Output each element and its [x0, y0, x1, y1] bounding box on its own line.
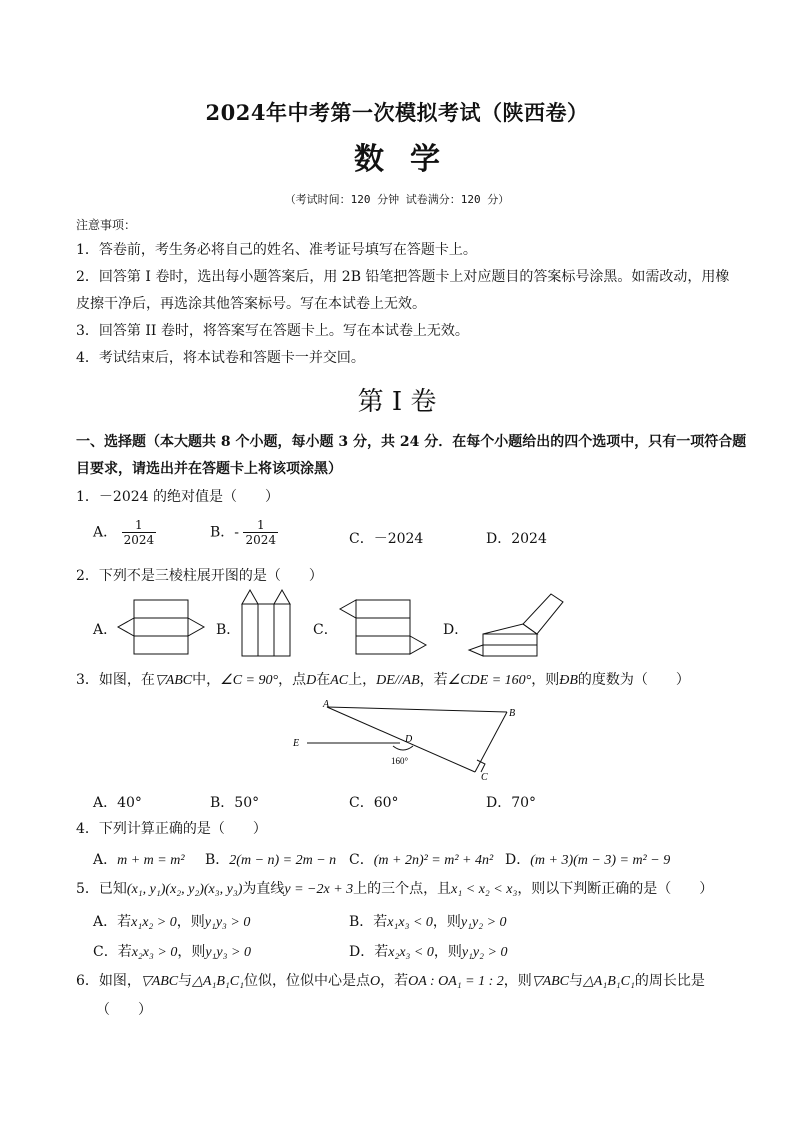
q5-c-mid: ，则 — [177, 944, 206, 960]
q3-text-1: 3．如图，在 — [76, 672, 155, 688]
q6-text-1: 6．如图， — [76, 973, 141, 989]
q4-option-d — [505, 849, 670, 869]
q3-text-3: ，点 — [278, 672, 307, 688]
q1-b-num: 1 — [243, 518, 278, 533]
q4-a-label: A． — [93, 852, 118, 868]
q6-text-7: 的周长比是 — [634, 973, 705, 989]
section-1-line-1 — [76, 433, 746, 451]
q5-option-b — [349, 911, 507, 931]
q5-b-label: B．若 — [349, 914, 388, 930]
q1-option-d: D．2024 — [486, 531, 547, 547]
q5-text-1: 5．已知 — [76, 881, 127, 897]
q4-a-expr: m + m = m² — [117, 853, 185, 868]
q5-d-res: y₁y₂ > 0 — [461, 945, 508, 960]
q5-stem — [76, 880, 713, 899]
q3-option-d: D．70° — [486, 795, 537, 811]
time-info: （考试时间：120 分钟 试卷满分：120 分） — [284, 193, 510, 206]
q3-text-8: 的度数为（ ） — [577, 672, 690, 688]
q4-option-c — [349, 849, 493, 869]
q3-text-5: 上， — [348, 672, 377, 688]
q1-stem: 1．－2024 的绝对值是（ ） — [76, 489, 279, 505]
q5-option-c — [93, 941, 251, 961]
q5-points: (x₁, y₁)(x₂, y₂)(x₃, y₃) — [126, 882, 243, 897]
q3-option-c: C．60° — [349, 795, 399, 811]
q1-a-label: A． — [93, 524, 118, 541]
q3-triangle: ▽ABC — [154, 673, 193, 688]
q5-c-cond: x₂x₃ > 0 — [131, 945, 178, 960]
q3-text-6: ，若 — [419, 672, 448, 688]
q5-a-res: y₁y₃ > 0 — [204, 915, 251, 930]
q3-cond-1: ∠C = 90° — [220, 673, 279, 688]
q3-label-d: D — [405, 734, 413, 745]
q4-b-expr: 2(m − n) = 2m − n — [229, 853, 337, 868]
q3-point-d: D — [306, 673, 317, 688]
q5-b-mid: ，则 — [432, 914, 461, 930]
q5-option-a — [93, 911, 250, 931]
note-4: 4．考试结束后，将本试卷和答题卡一并交回。 — [76, 350, 365, 366]
q5-text-2: 为直线 — [242, 881, 285, 897]
q5-a-mid: ，则 — [176, 914, 205, 930]
q4-d-label: D． — [505, 852, 531, 868]
q3-stem — [76, 671, 690, 690]
q4-option-b — [205, 849, 336, 869]
section-1-desc: 本大题共 8 个小题，每小题 3 分，共 24 分．在每个小题给出的四个选项中，只有一项符合题 — [160, 434, 747, 450]
q3-figure — [285, 696, 525, 786]
q2-option-d-label: D． — [443, 622, 469, 638]
q1-b-label: B．- — [210, 524, 240, 541]
q5-c-label: C．若 — [93, 944, 132, 960]
q3-option-a: A．40° — [93, 795, 142, 811]
q3-angle-label: 160° — [391, 756, 409, 766]
q2-figure-c — [336, 596, 436, 660]
q1-a-den: 2024 — [123, 533, 155, 547]
q4-option-a — [93, 849, 185, 869]
q3-text-4: 在 — [316, 672, 331, 688]
q5-option-d — [349, 941, 507, 961]
note-2-cont: 皮擦干净后，再选涂其他答案标号。写在本试卷上无效。 — [76, 296, 426, 312]
q3-cond-4: ÐB — [559, 673, 578, 688]
q4-stem: 4．下列计算正确的是（ ） — [76, 821, 267, 837]
q1-option-b — [210, 518, 278, 547]
q3-label-c: C — [481, 772, 488, 783]
q6-ratio: OA : OA₁ = 1 : 2 — [408, 974, 504, 989]
q5-text-3: 上的三个点，且 — [353, 881, 452, 897]
q5-c-res: y₁y₃ > 0 — [205, 945, 251, 960]
q2-option-c-label: C． — [313, 622, 338, 638]
q2-option-a-label: A． — [93, 622, 118, 638]
q5-d-mid: ，则 — [433, 944, 462, 960]
q3-text-2: 中， — [192, 672, 221, 688]
q5-a-cond: x₁x₂ > 0 — [131, 915, 177, 930]
q2-stem: 2．下列不是三棱柱展开图的是（ ） — [76, 568, 323, 584]
q6-triangle-4: △A₁B₁C₁ — [583, 974, 635, 989]
q5-line-eq: y = −2x + 3 — [284, 882, 354, 897]
q1-b-fraction — [243, 518, 278, 547]
section-1-line-2: 目要求，请选出并在答题卡上将该项涂黑） — [76, 461, 342, 477]
q1-a-num: 1 — [122, 518, 157, 533]
q6-point-o: O — [369, 974, 381, 989]
section-1-prefix: 一、选择题（ — [76, 434, 160, 450]
q6-triangle-1: ▽ABC — [140, 974, 179, 989]
q3-text-7: ，则 — [531, 672, 560, 688]
q5-b-cond: x₁x₃ < 0 — [387, 915, 433, 930]
q2-figure-d — [463, 590, 573, 662]
q1-a-fraction — [122, 518, 157, 547]
subject-title: 数学 — [354, 142, 466, 177]
q1-b-den: 2024 — [245, 533, 277, 547]
q5-d-label: D．若 — [349, 944, 389, 960]
q4-b-label: B． — [205, 852, 230, 868]
q1-option-a — [93, 518, 156, 547]
q6-text-3: 位似，位似中心是点 — [243, 973, 370, 989]
q1-option-c: C．－2024 — [349, 531, 424, 547]
q2-option-b-label: B． — [216, 622, 241, 638]
q6-text-5: ，则 — [503, 973, 532, 989]
q4-d-expr: (m + 3)(m − 3) = m² − 9 — [530, 853, 671, 868]
q6-text-2: 与 — [178, 973, 193, 989]
q6-stem — [76, 972, 705, 991]
q6-stem-line-2: （ ） — [96, 1002, 152, 1018]
volume-title: 第 I 卷 — [357, 387, 437, 417]
q3-cond-3: ∠CDE = 160° — [447, 673, 532, 688]
q4-c-label: C． — [349, 852, 374, 868]
q3-label-a: A — [323, 699, 330, 710]
q3-cond-2: DE//AB — [376, 673, 420, 688]
q5-a-label: A．若 — [93, 914, 132, 930]
q6-text-4: ，若 — [380, 973, 409, 989]
q3-option-b: B．50° — [210, 795, 260, 811]
q6-triangle-2: △A₁B₁C₁ — [192, 974, 244, 989]
q5-cond: x₁ < x₂ < x₃ — [451, 882, 518, 897]
notes-heading: 注意事项： — [76, 218, 137, 232]
note-2: 2．回答第 I 卷时，选出每小题答案后，用 2B 铅笔把答题卡上对应题目的答案标号涂黑。如需改动，用橡 — [76, 269, 730, 285]
q6-triangle-3: ▽ABC — [531, 974, 570, 989]
q5-text-4: ，则以下判断正确的是（ ） — [517, 881, 714, 897]
q2-figure-b — [238, 586, 298, 660]
exam-title: 2024年中考第一次模拟考试（陕西卷） — [205, 100, 589, 125]
q2-figure-a — [112, 596, 212, 658]
q3-label-b: B — [509, 708, 516, 719]
note-1: 1．答卷前，考生务必将自己的姓名、准考证号填写在答题卡上。 — [76, 242, 477, 258]
q5-b-res: y₁y₂ > 0 — [460, 915, 507, 930]
note-3: 3．回答第 II 卷时，将答案写在答题卡上。写在本试卷上无效。 — [76, 323, 469, 339]
q5-d-cond: x₂x₃ < 0 — [388, 945, 434, 960]
q6-text-6: 与 — [569, 973, 584, 989]
q3-segment-ac: AC — [330, 673, 349, 688]
q4-c-expr: (m + 2n)² = m² + 4n² — [373, 853, 494, 868]
q3-label-e: E — [293, 738, 300, 749]
